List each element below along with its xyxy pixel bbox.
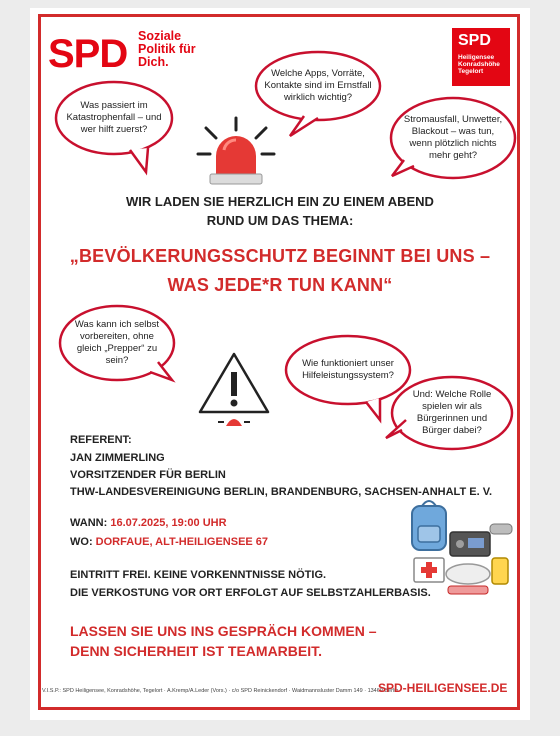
invite-line-1: WIR LADEN SIE HERZLICH EIN ZU EINEM ABEND [126,194,434,209]
location-value: DORFAUE, ALT-HEILIGENSEE 67 [95,536,269,548]
bubble-text-4: Was kann ich selbst vorbereiten, ohne gleich „Prepper“ zu sein? [74,319,160,366]
event-title-line-2: WAS JEDE*R TUN KANN“ [167,275,393,295]
event-location-row [70,536,268,548]
location-label: WO: [70,536,93,548]
bubble-text-2: Welche Apps, Vorräte, Kontakte sind im Ernstfall wirklich wichtig? [264,68,372,103]
invite-line-2: RUND UM DAS THEMA: [206,213,354,228]
bubble-text-1: Was passiert im Katastrophenfall – und wer hilft zuerst? [66,100,162,135]
date-value: 16.07.2025, 19:00 UHR [110,517,227,529]
bubble-text-5: Wie funktioniert unser Hilfeleistungssystem? [302,358,394,381]
bubble-tail-1 [130,148,148,172]
logo-tagline: Soziale Politik für Dich. [138,29,196,69]
imprint-text: V.I.S.P.: SPD Heiligensee, Konradshöhe, Tegelort · A.Kremp/A.Leder (Vors.) · c/o SPD Reinickendorf · Waidmannsluster Damm 149 · 13469 Berlin [42,688,399,694]
emergency-kit-icon [402,496,518,600]
hazard-warning-icon [196,350,270,436]
catering-note: DIE VERKOSTUNG VOR ORT ERFOLGT AUF SELBSTZAHLERBASIS. [70,587,431,599]
spd-logo: SPD [48,32,128,76]
event-title-line-1: „BEVÖLKERUNGSSCHUTZ BEGINNT BEI UNS – [69,246,491,266]
siren-icon [196,116,276,196]
closing-line-2: DENN SICHERHEIT IST TEAMARBEIT. [70,643,323,659]
website-link[interactable]: SPD-HEILIGENSEE.DE [378,681,508,695]
local-badge: SPD Heiligensee Konradshöhe Tegelort [452,28,510,86]
referent-name: JAN ZIMMERLING [70,452,165,464]
date-label: WANN: [70,517,108,529]
referent-label: REFERENT: [70,434,132,446]
event-date-row [70,517,227,529]
referent-organization: THW-LANDESVEREINIGUNG BERLIN, BRANDENBURG, SACHSEN-ANHALT E. V. [70,486,493,498]
admission-note: EINTRITT FREI. KEINE VORKENNTNISSE NÖTIG. [70,569,327,581]
bubble-text-6: Und: Welche Rolle spielen wir als Bürgerinnen und Bürger dabei? [412,389,492,436]
bubble-text-3: Stromausfall, Unwetter, Blackout – was tun, wenn plötzlich nichts mehr geht? [403,114,503,161]
closing-line-1: LASSEN SIE UNS INS GESPRÄCH KOMMEN – [70,623,377,639]
bubble-tail-2 [290,116,318,136]
referent-role: VORSITZENDER FÜR BERLIN [70,469,226,481]
